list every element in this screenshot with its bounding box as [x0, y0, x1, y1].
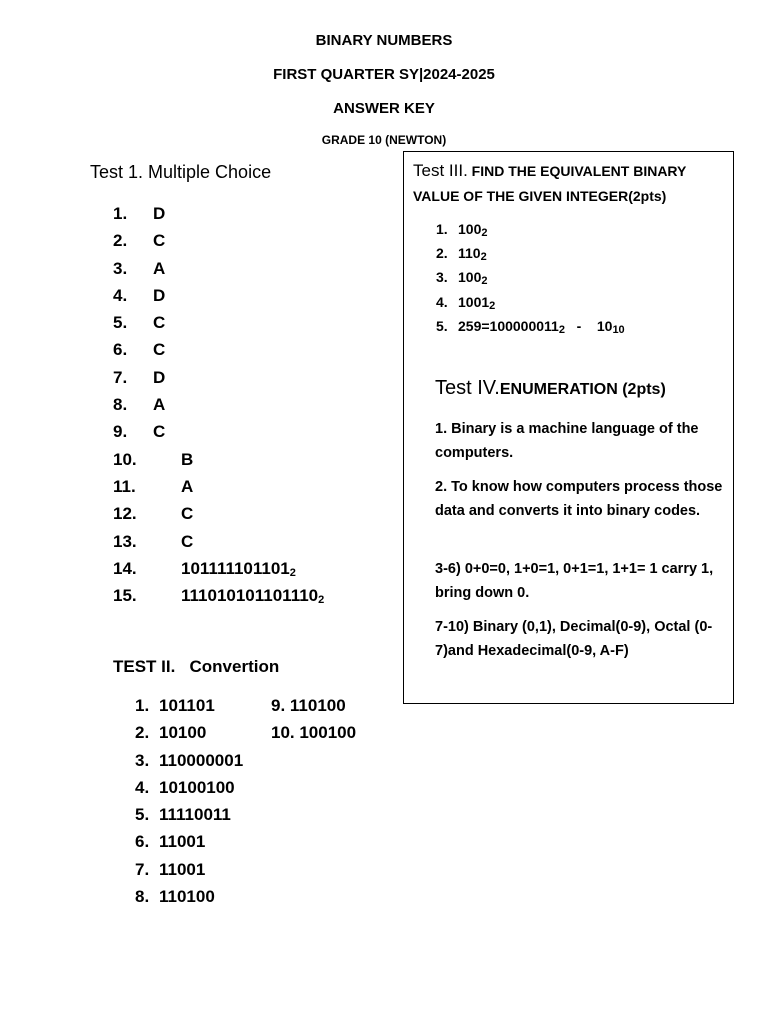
- list-item: [113, 364, 324, 391]
- list-item: [135, 747, 243, 774]
- doc-grade: GRADE 10 (NEWTON): [321, 133, 447, 147]
- item-number: 1.: [113, 204, 128, 223]
- item-number: 9.: [113, 422, 128, 442]
- item-number: 1.: [436, 221, 448, 237]
- list-item: [436, 217, 625, 241]
- item-answer: C: [153, 340, 166, 360]
- item-answer: D: [153, 367, 166, 387]
- item-answer: 111010101101110: [181, 586, 319, 606]
- list-item: [135, 692, 243, 719]
- test4-answer-2: 2. To know how computers process those data and converts it into binary codes.: [435, 479, 723, 519]
- doc-title: BINARY NUMBERS: [315, 32, 453, 49]
- test2-answer-list-col2: [271, 692, 356, 747]
- base-subscript: 2: [558, 323, 565, 336]
- base-subscript: 2: [489, 299, 496, 312]
- item-number: 6.: [135, 832, 150, 852]
- item-number: 10.: [113, 449, 137, 469]
- item-number: 3.: [135, 750, 150, 770]
- list-item: [135, 774, 243, 801]
- list-item: [113, 555, 324, 582]
- list-item: 10. 100100: [271, 723, 357, 743]
- test4-title: [435, 377, 666, 400]
- list-item: [135, 801, 243, 828]
- item-number: 13.: [113, 531, 137, 551]
- item-answer: 1001: [458, 293, 490, 310]
- item-number: 2.: [436, 245, 448, 262]
- list-item: [113, 282, 324, 309]
- item-number: 2.: [113, 231, 128, 251]
- item-answer: C: [181, 531, 194, 551]
- base-subscript: 2: [318, 594, 325, 607]
- list-item: [113, 200, 324, 227]
- item-number: 4.: [113, 285, 128, 305]
- base-subscript: 2: [289, 566, 296, 579]
- list-item: [135, 828, 243, 855]
- item-number: 8.: [113, 395, 128, 415]
- item-number: 8.: [135, 887, 150, 907]
- item-answer-extra: - 10: [564, 317, 613, 334]
- list-item: [436, 265, 625, 289]
- item-answer: 10100100: [159, 777, 235, 797]
- test3-answer-list: [436, 217, 625, 338]
- list-item: [113, 255, 324, 282]
- item-number: 3.: [436, 269, 448, 286]
- item-answer: B: [181, 449, 194, 469]
- test4-answer-3-6: 3-6) 0+0=0, 1+0=1, 0+1=1, 1+1= 1 carry 1, bring down 0.: [435, 561, 714, 601]
- item-answer: 100: [458, 221, 482, 237]
- item-number: 11.: [113, 476, 136, 496]
- item-answer: A: [181, 476, 194, 496]
- item-answer: 101111101101: [181, 558, 290, 578]
- item-answer: 110: [458, 245, 481, 262]
- test3-title: [413, 158, 723, 209]
- item-number: 15.: [113, 586, 137, 606]
- list-item: [135, 856, 243, 883]
- item-answer: D: [153, 204, 166, 223]
- list-item: [113, 473, 324, 500]
- base-subscript: 2: [481, 227, 488, 239]
- test4-answer-7-10: 7-10) Binary (0,1), Decimal(0-9), Octal (0-7)and Hexadecimal(0-9, A-F): [435, 619, 713, 659]
- item-number: 5.: [113, 313, 128, 333]
- item-answer: 100: [458, 269, 482, 286]
- list-item: [436, 290, 625, 314]
- item-answer: A: [153, 395, 166, 415]
- item-number: 3.: [113, 258, 128, 278]
- list-item: 9. 110100: [271, 696, 346, 715]
- test2-title: TEST II. Convertion: [113, 657, 280, 676]
- item-answer: C: [181, 504, 194, 524]
- list-item: [113, 528, 324, 555]
- base-subscript: 2: [481, 275, 488, 288]
- item-answer: 11001: [159, 859, 206, 879]
- list-item: [436, 314, 625, 338]
- base-subscript: 2: [480, 251, 487, 264]
- item-answer: C: [153, 231, 166, 251]
- test1-title: Test 1. Multiple Choice: [90, 162, 272, 182]
- tests-3-4-box: [403, 151, 734, 704]
- item-answer: 110100: [159, 887, 215, 907]
- item-answer: 11110011: [159, 805, 231, 825]
- list-item: [113, 336, 324, 363]
- item-number: 5.: [436, 317, 448, 334]
- list-item: [113, 391, 324, 418]
- item-answer: C: [153, 422, 166, 442]
- test4-title-lead: Test IV.: [435, 377, 500, 399]
- list-item: [113, 227, 324, 254]
- item-number: 4.: [135, 777, 150, 797]
- item-number: 7.: [113, 367, 128, 387]
- item-number: 5.: [135, 805, 150, 825]
- test3-title-rest: FIND THE EQUIVALENT BINARY VALUE OF THE GIVEN INTEGER(2pts): [413, 163, 687, 204]
- item-answer: A: [153, 258, 166, 278]
- list-item: [135, 883, 243, 910]
- list-item: [113, 418, 324, 445]
- item-number: 1.: [135, 696, 150, 715]
- list-item: [113, 500, 324, 527]
- list-item: [113, 309, 324, 336]
- item-answer: 10100: [159, 723, 207, 743]
- test3-title-lead: Test III.: [413, 161, 468, 180]
- test1-answer-list: [113, 200, 324, 609]
- item-answer: C: [153, 313, 166, 333]
- item-answer: 11001: [159, 832, 206, 852]
- item-answer: 101101: [159, 696, 215, 715]
- item-number: 12.: [113, 504, 137, 524]
- list-item: [113, 446, 324, 473]
- list-item: [113, 582, 324, 609]
- item-number: 14.: [113, 558, 137, 578]
- list-item: [135, 719, 243, 746]
- item-answer: 110000001: [159, 750, 244, 770]
- base-subscript: 10: [612, 323, 625, 336]
- list-item: [436, 241, 625, 265]
- item-number: 7.: [135, 859, 150, 879]
- item-number: 2.: [135, 723, 150, 743]
- item-answer: D: [153, 285, 166, 305]
- doc-quarter: FIRST QUARTER SY|2024-2025: [273, 66, 495, 83]
- item-answer: 259=100000011: [458, 317, 559, 334]
- doc-answer-key: ANSWER KEY: [333, 100, 435, 117]
- test4-title-rest: ENUMERATION (2pts): [499, 381, 666, 398]
- test4-answer-1: 1. Binary is a machine language of the computers.: [435, 421, 699, 461]
- item-number: 6.: [113, 340, 128, 360]
- test2-answer-list: [135, 692, 243, 910]
- item-number: 4.: [436, 293, 448, 310]
